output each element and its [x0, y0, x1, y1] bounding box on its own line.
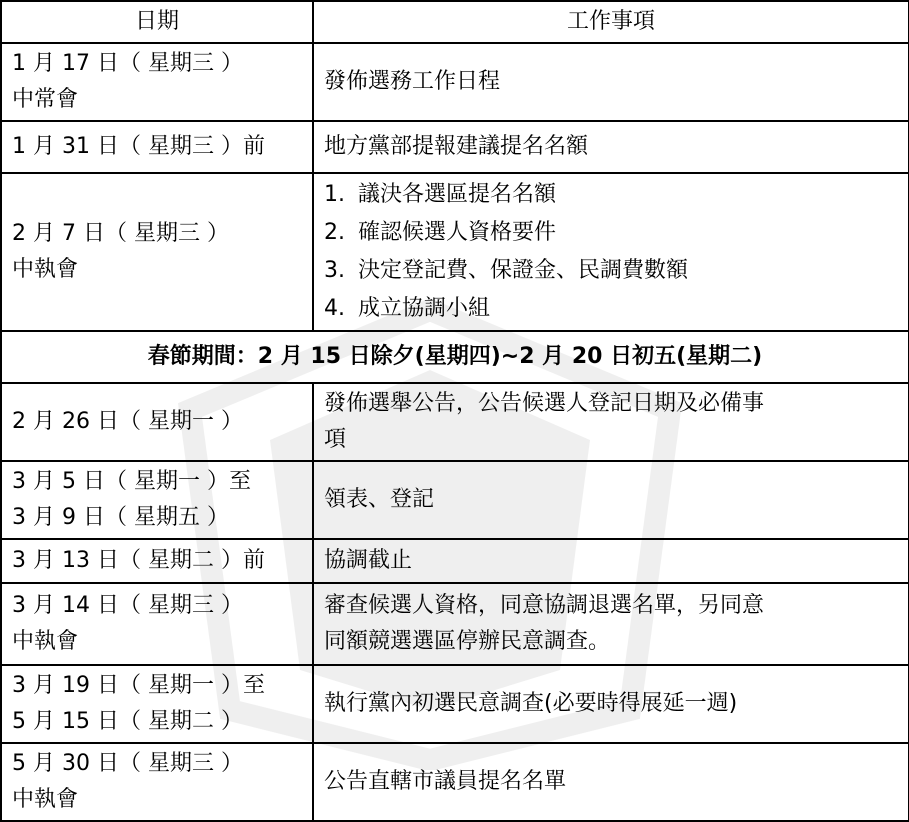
- date-line: 3 月 14 日（ 星期三 ）: [12, 593, 243, 618]
- work-item-cell: [313, 583, 909, 665]
- list-text: 決定登記費、保證金、民調費數額: [358, 258, 689, 283]
- date-line: 2 月 7 日（ 星期三 ）: [12, 221, 229, 246]
- work-item-cell: [313, 43, 909, 121]
- work-item-text: 協調截止: [324, 548, 413, 573]
- table-row: [1, 173, 909, 331]
- work-item-list: [324, 176, 898, 328]
- list-number: 3.: [324, 258, 345, 283]
- date-line: 3 月 5 日（ 星期一 ）至: [12, 469, 251, 494]
- date-line: 中常會: [12, 87, 79, 112]
- work-item-cell: [313, 173, 909, 331]
- date-cell: [1, 583, 313, 665]
- date-cell: [1, 383, 313, 461]
- header-work-item: 工作事項: [313, 1, 909, 43]
- header-date: 日期: [1, 1, 313, 43]
- table-header-row: [1, 1, 909, 43]
- table-row: [1, 43, 909, 121]
- date-line: 中執會: [12, 257, 79, 282]
- list-item: [324, 290, 898, 328]
- table-row: [1, 743, 909, 821]
- date-line: 3 月 9 日（ 星期五 ）: [12, 505, 229, 530]
- list-item: [324, 176, 898, 214]
- table-row: [1, 583, 909, 665]
- work-item-cell: [313, 121, 909, 173]
- table-row: [1, 461, 909, 539]
- table-row: [1, 665, 909, 743]
- list-number: 4.: [324, 296, 345, 321]
- table-row: [1, 383, 909, 461]
- date-cell: [1, 461, 313, 539]
- date-cell: [1, 173, 313, 331]
- work-item-cell: [313, 743, 909, 821]
- list-number: 2.: [324, 220, 345, 245]
- work-item-text: 審查候選人資格，同意協調退選名單，另同意: [324, 593, 765, 618]
- list-text: 確認候選人資格要件: [358, 220, 557, 245]
- work-item-cell: [313, 383, 909, 461]
- date-line: 2 月 26 日（ 星期一 ）: [12, 409, 243, 434]
- date-cell: [1, 743, 313, 821]
- work-item-text: 發佈選舉公告，公告候選人登記日期及必備事: [324, 391, 765, 416]
- date-cell: [1, 43, 313, 121]
- date-line: 中執會: [12, 629, 79, 654]
- work-item-text: 發佈選務工作日程: [324, 69, 501, 94]
- table-row: [1, 331, 909, 383]
- list-text: 成立協調小組: [358, 296, 491, 321]
- work-item-text: 項: [324, 427, 347, 452]
- table-row: [1, 121, 909, 173]
- date-line: 3 月 19 日（ 星期一 ）至: [12, 673, 265, 698]
- date-line: 5 月 15 日（ 星期二 ）: [12, 709, 243, 734]
- work-item-text: 執行黨內初選民意調查(必要時得展延一週): [324, 691, 738, 716]
- list-text: 議決各選區提名名額: [358, 182, 557, 207]
- list-item: [324, 214, 898, 252]
- list-number: 1.: [324, 182, 345, 207]
- work-item-cell: [313, 665, 909, 743]
- date-cell: [1, 121, 313, 173]
- work-item-cell: [313, 539, 909, 583]
- date-cell: [1, 539, 313, 583]
- work-item-text: 地方黨部提報建議提名名額: [324, 134, 589, 159]
- date-line: 1 月 31 日（ 星期三 ）前: [12, 134, 265, 159]
- date-line: 5 月 30 日（ 星期三 ）: [12, 751, 243, 776]
- table-row: [1, 539, 909, 583]
- work-item-cell: [313, 461, 909, 539]
- date-line: 中執會: [12, 787, 79, 812]
- work-item-text: 公告直轄市議員提名名單: [324, 769, 567, 794]
- date-line: 3 月 13 日（ 星期二 ）前: [12, 548, 265, 573]
- list-item: [324, 252, 898, 290]
- work-item-text: 同額競選選區停辦民意調查。: [324, 629, 611, 654]
- date-cell: [1, 665, 313, 743]
- work-item-text: 領表、登記: [324, 487, 435, 512]
- date-line: 1 月 17 日（ 星期三 ）: [12, 51, 243, 76]
- holiday-note: 春節期間：2 月 15 日除夕(星期四)~2 月 20 日初五(星期二): [1, 331, 909, 383]
